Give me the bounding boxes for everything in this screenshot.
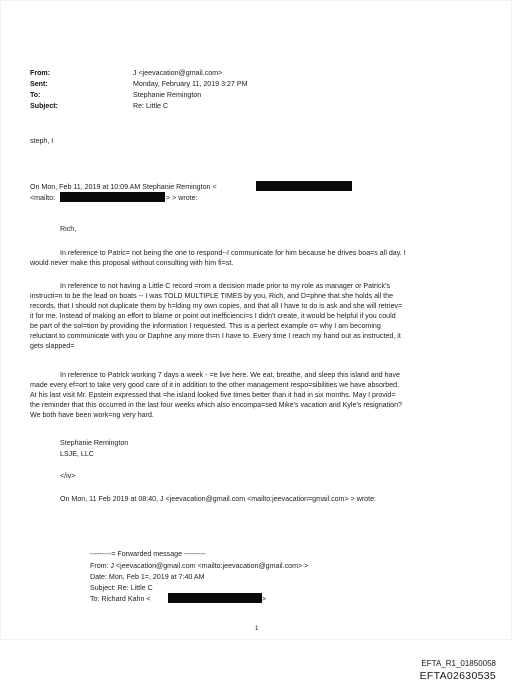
quote-header-wrote: > > wrote:	[166, 194, 198, 202]
quote-header-mailto: <mailto:	[30, 194, 56, 202]
to-value: Stephanie Remington	[133, 91, 202, 99]
paragraph-line: In reference to Patrick working 7 days a week - =e live here. We eat, breathe, and sleep this island and have	[60, 371, 400, 379]
forwarded-subject: Subject: Re: Little C	[90, 584, 153, 592]
paragraph-line: would never make this proposal without consulting with him fi=st.	[30, 259, 234, 267]
bates-number-large: EFTA02630535	[419, 670, 496, 682]
redaction-bar	[60, 192, 165, 202]
sent-label: Sent:	[30, 80, 48, 88]
forwarded-date: Date: Mon, Feb 1=, 2019 at 7:40 AM	[90, 573, 205, 581]
subject-value: Re: Little C	[133, 102, 169, 110]
paragraph-line: instructi=n to be the lead on boats -- I was TOLD MULTIPLE TIMES by you, Rich, and D=phne that she holds all the	[30, 292, 394, 300]
greeting: Rich,	[60, 225, 77, 233]
paragraph-line: the reminder that this occurred in the last four weeks which also encompa=sed Mike's vacation and Kyle's resignation?	[30, 401, 402, 409]
redaction-bar	[256, 181, 352, 191]
forwarded-to: To: Richard Kahn <	[90, 595, 151, 603]
subject-label: Subject:	[30, 102, 58, 110]
sent-value: Monday, February 11, 2019 3:27 PM	[133, 80, 248, 88]
forwarded-separator: ---------= Forwarded message ---------	[90, 550, 206, 558]
paragraph-1	[30, 248, 406, 268]
paragraph-line: In reference to not having a Little C record =rom a decision made prior to my role as manager or Patrick's	[60, 282, 390, 290]
to-label: To:	[30, 91, 41, 99]
signature-company: LSJE, LLC	[60, 450, 94, 458]
paragraph-line: In reference to Patric= not being the one to respond--I communicate for him because he drives boa=s all day. I	[60, 249, 406, 257]
paragraph-line: reluctant to communicate with you or Daphne any more th=n I have to. Every time I reach my hand out as instructed, it	[30, 332, 401, 340]
paragraph-3	[30, 370, 402, 420]
paragraph-line: records, that I should not duplicate them by h=lding my own copies, and that all I have to do is ask and she will retriev=	[30, 302, 403, 310]
paragraph-line: gets slapped=	[30, 342, 75, 350]
paragraph-2	[30, 281, 402, 351]
reply-text: steph, I	[30, 137, 54, 145]
forwarded-from: From: J <jeevacation@gmail.com <mailto:jeevacation@gmail.com> >	[90, 562, 309, 570]
quote-line-2: On Mon, 11 Feb 2019 at 08:40, J <jeevacation@gmail.com <mailto:jeevacation=gmail.com> > wrote:	[60, 495, 377, 503]
signature-name: Stephanie Remington	[60, 439, 129, 447]
paragraph-line: We both have been work=ng very hard.	[30, 411, 154, 419]
redaction-bar	[168, 593, 262, 603]
from-label: From:	[30, 69, 51, 77]
forwarded-to-end: >	[262, 595, 267, 603]
quote-header-line1: On Mon, Feb 11, 2019 at 10:09 AM Stephanie Remington <	[30, 183, 217, 191]
paragraph-line: At his last visit Mr. Epstein expressed that =he island looked five times better than it had in six months. May I provid=	[30, 391, 396, 399]
div-tag: </iv>	[60, 472, 76, 480]
paragraph-line: it for me. Instead of making an effort to blame or point out inefficienci=s I didn't create, it would be helpful if you could	[30, 312, 396, 320]
from-value: J <jeevacation@gmail.com>	[133, 69, 223, 77]
paragraph-line: made every ef=ort to take very good care of it in addition to the other management respo=sibilities we have absorbed.	[30, 381, 400, 389]
paragraph-line: be part of the sol=tion by providing the information I requested. This is a perfect example o= why I am becoming	[30, 322, 381, 330]
page-number: 1	[255, 626, 259, 632]
bates-number-small: EFTA_R1_01850058	[421, 659, 496, 668]
